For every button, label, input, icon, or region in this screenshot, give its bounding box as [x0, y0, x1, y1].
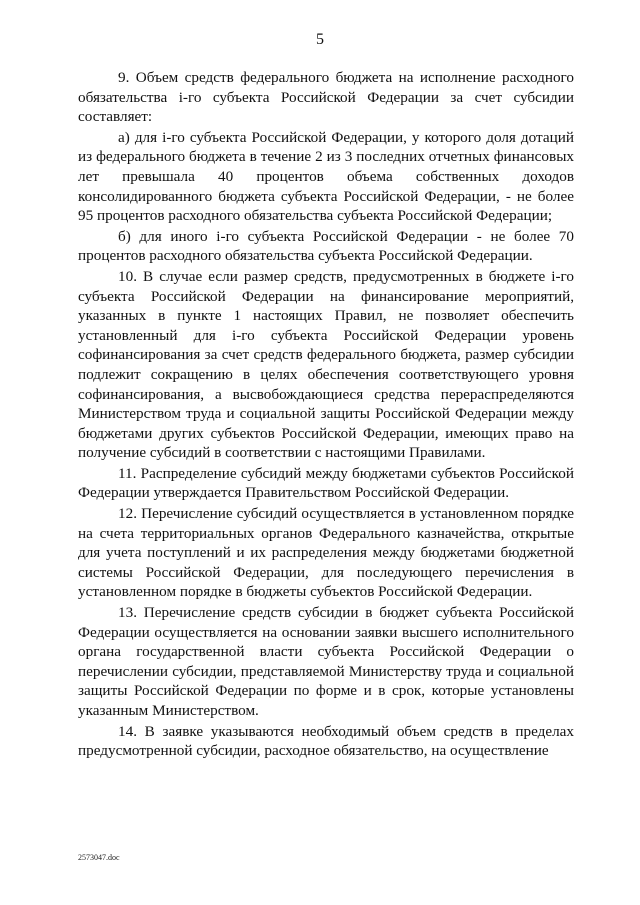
- paragraph-12: 12. Перечисление субсидий осуществляется в установленном порядке на счета территориальных органов Федерального казначейства, открытые для учета поступлений и их распределения между бюджетами бюджетной системы Российской Федерации, для последующего перечисления в установленном порядке в бюджеты субъектов Российской Федерации.: [78, 505, 574, 601]
- paragraph-9b: б) для иного i-го субъекта Российской Федерации - не более 70 процентов расходного обязательства субъекта Российской Федерации.: [78, 227, 574, 265]
- paragraph-9: 9. Объем средств федерального бюджета на исполнение расходного обязательства i-го субъекта Российской Федерации за счет субсидии составляет:: [78, 69, 574, 126]
- paragraph-10: 10. В случае если размер средств, предусмотренных в бюджете i-го субъекта Российской Федерации на финансирование мероприятий, указанных в пункте 1 настоящих Правил, не позволяет обеспечить установленный для i-го субъекта Российской Федерации уровень софинансирования за счет средств федерального бюджета, размер субсидии подлежит сокращению в целях обеспечения соответствующего уровня софинансирования, а высвобождающиеся средства перераспределяются Министерством труда и социальной защиты Российской Федерации между бюджетами других субъектов Российской Федерации, имеющих право на получение субсидий в соответствии с настоящими Правилами.: [78, 267, 574, 462]
- paragraph-11: 11. Распределение субсидий между бюджетами субъектов Российской Федерации утверждается Правительством Российской Федерации.: [78, 464, 574, 502]
- paragraph-14: 14. В заявке указываются необходимый объем средств в пределах предусмотренной субсидии, расходное обязательство, на осуществление: [78, 722, 574, 760]
- document-body: [78, 68, 574, 762]
- paragraph-13: 13. Перечисление средств субсидии в бюджет субъекта Российской Федерации осуществляется на основании заявки высшего исполнительного органа государственной власти субъекта Российской Федерации о перечислении субсидии, представляемой Министерству труда и социальной защиты Российской Федерации по форме и в срок, которые установлены указанным Министерством.: [78, 604, 574, 719]
- paragraph-9a: а) для i-го субъекта Российской Федерации, у которого доля дотаций из федерального бюджета в течение 2 из 3 последних отчетных финансовых лет превышала 40 процентов объема собственных доходов консолидированного бюджета субъекта Российской Федерации, - не более 95 процентов расходного обязательства субъекта Российской Федерации;: [78, 128, 574, 225]
- page-number: 5: [316, 31, 324, 48]
- document-filename: 2573047.doc: [78, 853, 120, 862]
